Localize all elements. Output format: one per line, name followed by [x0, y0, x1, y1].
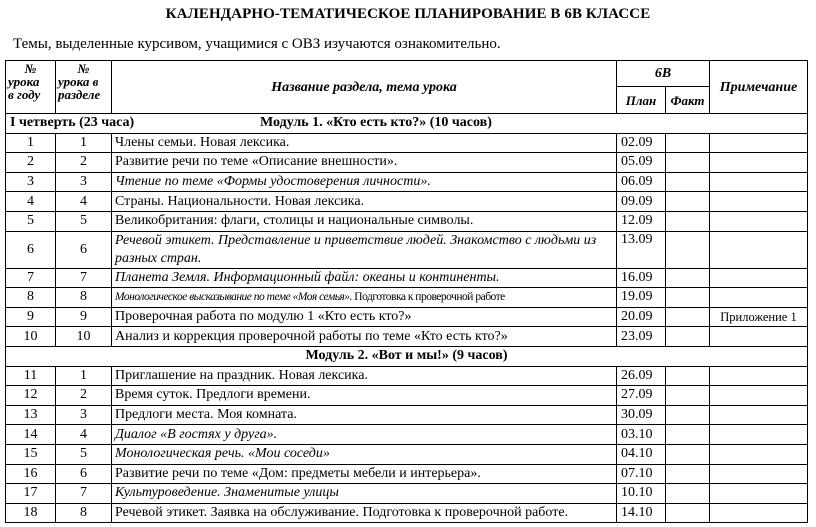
table-row: 16 6 Развитие речи по теме «Дом: предметы мебели и интерьера». 07.10	[6, 464, 808, 484]
section-row	[6, 346, 808, 366]
table-row: 15 5 Монологическая речь. «Мои соседи» 04.10	[6, 444, 808, 464]
table-row: 14 4 Диалог «В гостях у друга». 03.10	[6, 425, 808, 445]
table-row: 4 4 Страны. Национальности. Новая лексика. 09.09	[6, 192, 808, 212]
section-row	[6, 114, 808, 134]
table-row: 1 1 Члены семьи. Новая лексика. 02.09	[6, 133, 808, 153]
header-num-year: № урока в году	[6, 61, 56, 114]
table-row: 3 3 Чтение по теме «Формы удостоверения личности». 06.09	[6, 172, 808, 192]
table-row: 11 1 Приглашение на праздник. Новая лексика. 26.09	[6, 366, 808, 386]
header-class: 6В	[617, 61, 710, 87]
appendix-note: Приложение 1	[710, 307, 808, 327]
header-note: Примечание	[710, 61, 808, 114]
table-row: 8 8 Монологическое высказывание по теме «Моя семья». Подготовка к проверочной работе 19.09	[6, 288, 808, 308]
page-title: КАЛЕНДАРНО-ТЕМАТИЧЕСКОЕ ПЛАНИРОВАНИЕ В 6В КЛАССЕ	[165, 6, 651, 22]
quarter-label: I четверть (23 часа)	[10, 115, 135, 131]
table-row: 2 2 Развитие речи по теме «Описание внешности». 05.09	[6, 153, 808, 173]
table-row: 5 5 Великобритания: флаги, столицы и национальные символы. 12.09	[6, 211, 808, 231]
table-row: 9 9 Проверочная работа по модулю 1 «Кто есть кто?» 20.09 Приложение 1	[6, 307, 808, 327]
module-title: Модуль 2. «Вот и мы!» (9 часов)	[6, 346, 808, 366]
table-row: 13 3 Предлоги места. Моя комната. 30.09	[6, 405, 808, 425]
table-row: 10 10 Анализ и коррекция проверочной работы по теме «Кто есть кто?» 23.09	[6, 327, 808, 347]
page-subtitle: Темы, выделенные курсивом, учащимися с ОВЗ изучаются ознакомительно.	[13, 36, 501, 52]
table-row: 7 7 Планета Земля. Информационный файл: океаны и континенты. 16.09	[6, 268, 808, 288]
table-row: 12 2 Время суток. Предлоги времени. 27.09	[6, 386, 808, 406]
module-title: Модуль 1. «Кто есть кто?» (10 часов)	[260, 115, 492, 131]
table-row: 17 7 Культуроведение. Знаменитые улицы 10.10	[6, 484, 808, 504]
planning-table	[5, 60, 808, 523]
header-plan: План	[617, 87, 666, 114]
header-fact: Факт	[666, 87, 710, 114]
table-row: 18 8 Речевой этикет. Заявка на обслуживание. Подготовка к проверочной работе. 14.10	[6, 503, 808, 523]
header-num-section: № урока в разделе	[56, 61, 112, 114]
table-row: 6 6 Речевой этикет. Представление и приветствие людей. Знакомство с людьми из разных стран. 13.09	[6, 231, 808, 268]
header-topic: Название раздела, тема урока	[112, 61, 617, 114]
